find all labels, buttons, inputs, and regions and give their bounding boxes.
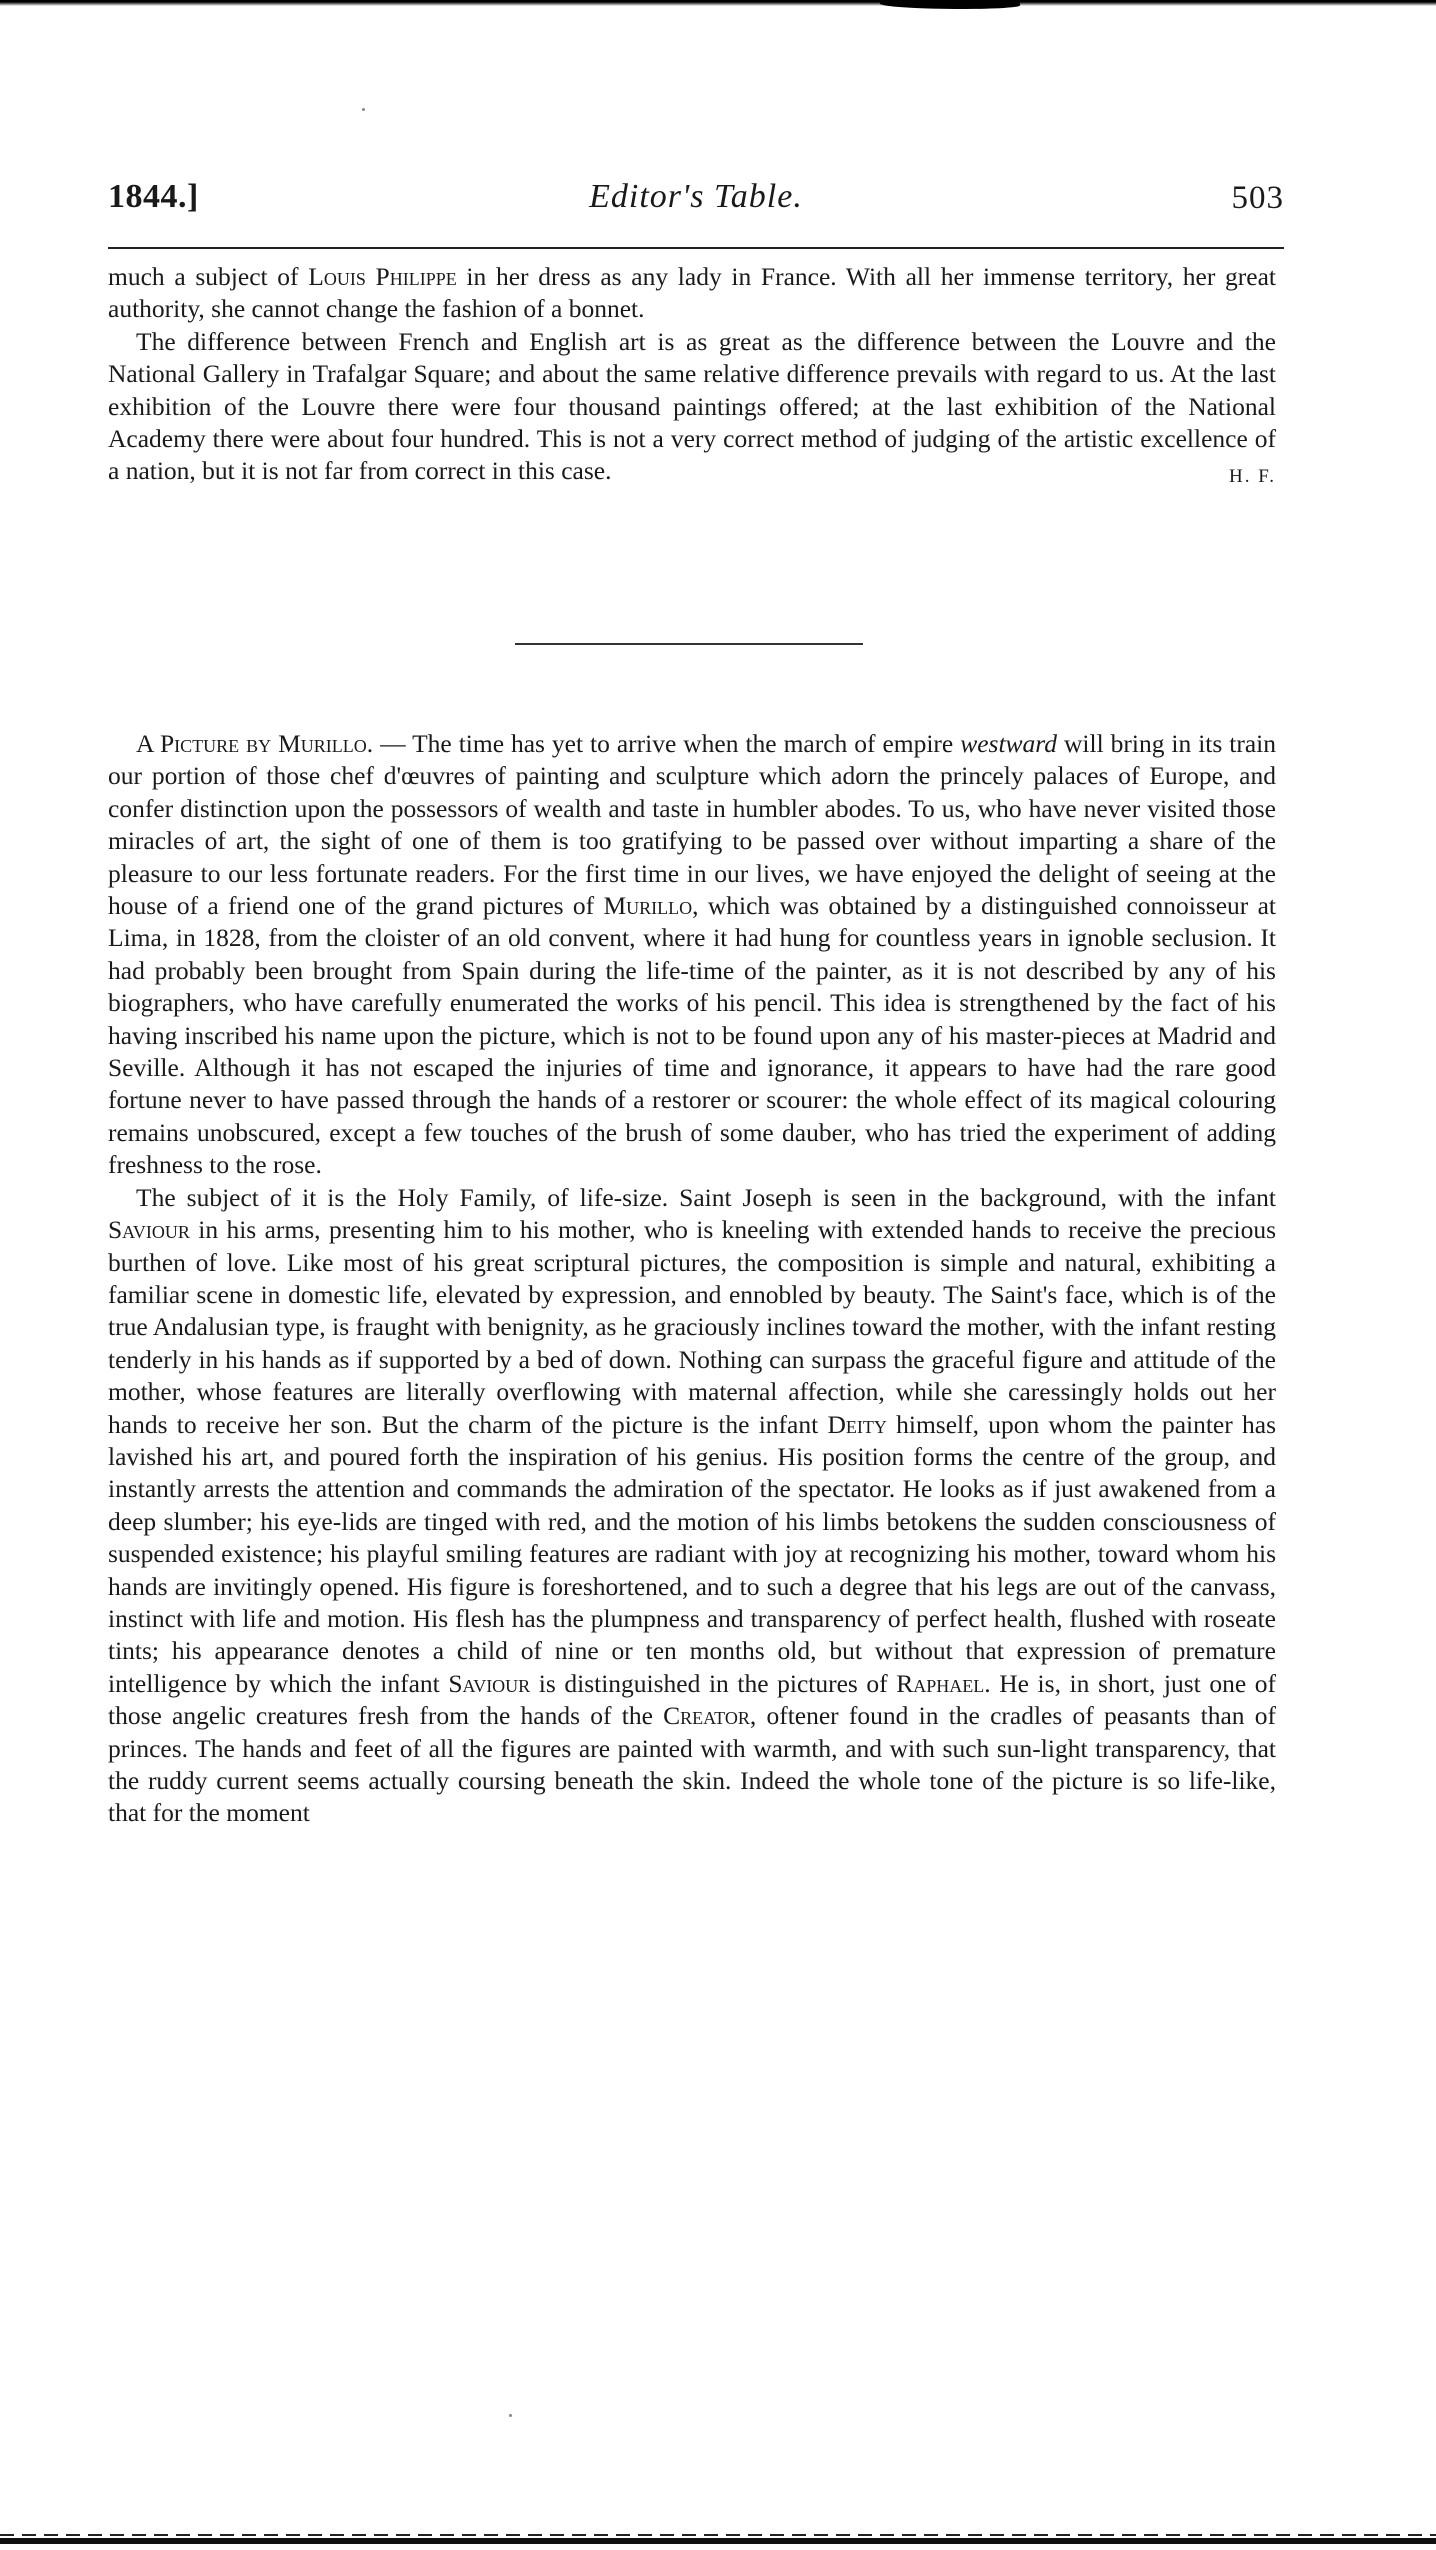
section-divider (515, 643, 863, 645)
running-header (108, 178, 1284, 230)
article-picture-by-murillo (108, 728, 1276, 1830)
paragraph: The subject of it is the Holy Family, of life-size. Saint Joseph is seen in the background, with the infant Saviour in his arms, presenting him to his mother, who is kneeling with extended hands to receive the precious burthen of love. Like most of his great scriptural pictures, the composition is simple and natural, exhibiting a familiar scene in domestic life, elevated by expression, and ennobled by beauty. The Saint's face, which is of the true Andalusian type, is fraught with benignity, as he graciously inclines toward the mother, with the infant resting tenderly in his hands as if supported by a bed of down. Nothing can surpass the graceful figure and attitude of the mother, whose features are literally overflowing with maternal affection, while she caressingly holds out her hands to receive her son. But the charm of the picture is the infant Deity himself, upon whom the painter has lavished his art, and poured forth the inspiration of his genius. His position forms the centre of the group, and instantly arrests the attention and commands the admiration of the spectator. He looks as if just awakened from a deep slumber; his eye-lids are tinged with red, and the motion of his limbs betokens the sudden consciousness of suspended existence; his playful smiling features are radiant with joy at recognizing his mother, toward whom his hands are invitingly opened. His figure is foreshortened, and to such a degree that his legs are out of the canvass, instinct with life and motion. His flesh has the plumpness and transparency of perfect health, flushed with roseate tints; his appearance denotes a child of nine or ten months old, but without that expression of premature intelligence by which the infant Saviour is distinguished in the pictures of Raphael. He is, in short, just one of those angelic creatures fresh from the hands of the Creator, oftener found in the cradles of peasants than of princes. The hands and feet of all the figures are painted with warmth, and with such sun-light transparency, that the ruddy current seems actually coursing beneath the skin. Indeed the whole tone of the picture is so life-like, that for the moment (108, 1182, 1276, 1828)
page-bottom-edge (0, 2530, 1436, 2550)
paragraph: much a subject of Louis Philippe in her dress as any lady in France. With all her immense territory, her great authority, she cannot change the fashion of a bonnet. (108, 262, 1276, 324)
header-year: 1844.] (108, 178, 199, 215)
person-name: Raphael (896, 1668, 985, 1698)
paragraph: A Picture by Murillo. — The time has yet to arrive when the march of empire westward will bring in its train our portion of those chef d'œuvres of painting and sculpture which adorn the princely palaces of Europe, and confer distinction upon the possessors of wealth and taste in humbler abodes. To us, who have never visited those miracles of art, the sight of one of them is too gratifying to be passed over without imparting a share of the pleasure to our less fortunate readers. For the first time in our lives, we have enjoyed the delight of seeing at the house of a friend one of the grand pictures of Murillo, which was obtained by a distinguished connoisseur at Lima, in 1828, from the cloister of an old convent, where it had hung for countless years in ignoble seclusion. It had probably been brought from Spain during the life-time of the painter, as it is not described by any of his biographers, who have carefully enumerated the works of his pencil. This idea is strengthened by the fact of his having inscribed his name upon the picture, which is not to be found upon any of his master-pieces at Madrid and Seville. Although it has not escaped the injuries of time and ignorance, it appears to have had the rare good fortune never to have passed through the hands of a restorer or scourer: the whole effect of its magical colouring remains unobscured, except a few touches of the brush of some dauber, who has tried the experiment of adding freshness to the rose. (108, 729, 1277, 1180)
person-name: Murillo (603, 891, 693, 921)
paper-speck (509, 2414, 512, 2417)
person-name: Louis Philippe (308, 262, 457, 291)
header-title: Editor's Table. (589, 178, 803, 215)
paragraph: The difference between French and English art is as great as the difference between the Louvre and the National Gallery in Trafalgar Square; and about the same relative difference prevails with regard to us. At the last exhibition of the Louvre there were four thousand paintings offered; at the last exhibition of the National Academy there were about four hundred. This is not a very correct method of judging of the artistic excellence of a nation, but it is not far from correct in this case. H. F. (108, 326, 1276, 488)
article-hf-continuation (108, 261, 1276, 494)
author-signature: H. F. (1228, 466, 1276, 488)
header-rule (108, 247, 1284, 249)
page-top-edge (0, 0, 1436, 6)
page-number: 503 (1231, 180, 1284, 216)
article-heading: A Picture by Murillo. (136, 729, 374, 758)
paper-speck (362, 108, 365, 111)
